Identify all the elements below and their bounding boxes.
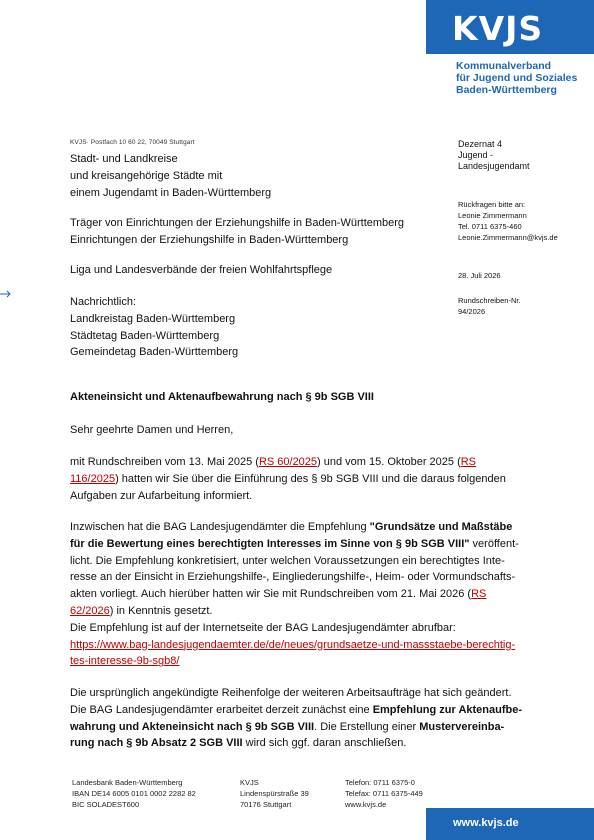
contact-email: Leonie.Zimmermann@kvjs.de [458, 233, 558, 242]
bold-text: Empfehlung zur Aktenaufbe- [372, 703, 523, 716]
text: Inzwischen hat die BAG Landesjugendämter die Empfehlung [70, 521, 370, 533]
org-line-2: für Jugend und Soziales [456, 72, 578, 84]
recipient-line: und kreisangehörige Städte mit [70, 169, 223, 182]
recipient-group-1 [70, 151, 271, 201]
rs-62-2026-link[interactable]: 62/2026 [70, 604, 110, 617]
letter-date: 28. Juli 2026 [458, 271, 501, 280]
circular-label: Rundschreiben-Nr. [458, 296, 521, 305]
circular-block [458, 295, 521, 317]
organisation-name [456, 60, 577, 96]
org-line-3: Baden-Württemberg [456, 84, 557, 96]
bold-text: "Grundsätze und Maßstäbe [369, 521, 513, 533]
salutation: Sehr geehrte Damen und Herren, [70, 424, 234, 436]
contact-block [458, 199, 558, 243]
circular-number: 94/2026 [458, 307, 486, 316]
paragraph-3 [70, 685, 540, 752]
recipient-group-2 [70, 215, 404, 249]
bold-text: wahrung und Akteneinsicht nach § 9b SGB VIII [70, 720, 315, 733]
footer-url-link[interactable]: www.kvjs.de [453, 817, 519, 829]
bold-text: für die Bewertung eines berechtigten Interesses im Sinne von § 9b SGB VIII" [70, 537, 470, 550]
cc-line: Gemeindetag Baden-Württemberg [70, 346, 239, 359]
text-line: Die Empfehlung ist auf der Internetseite der BAG Landesjugendämter abrufbar: [70, 621, 456, 634]
text: ) in Kenntnis gesetzt. [109, 604, 213, 617]
text: . Die Erstellung einer [314, 720, 420, 733]
department-sub: Jugend - [458, 150, 494, 160]
footer-line: Landesbank Baden-Württemberg [72, 778, 183, 787]
footer-contact [345, 777, 423, 810]
footer-line: Telefon: 0711 6375-0 [345, 778, 415, 787]
paragraph-1 [70, 454, 540, 504]
footer-line: KVJS [240, 778, 259, 787]
bold-text: rung nach § 9b Absatz 2 SGB VIII [70, 737, 243, 750]
fold-mark-arrow-icon [0, 288, 13, 300]
cc-block [70, 294, 238, 361]
department-sub: Landesjugendamt [458, 161, 530, 171]
text: Aufgaben zur Aufarbeitung informiert. [70, 489, 253, 502]
text: Die BAG Landesjugendämter erarbeitet derzeit zunächst eine [70, 703, 373, 716]
footer-line: BIC SOLADEST600 [72, 800, 140, 809]
contact-label: Rückfragen bitte an: [458, 200, 526, 209]
department-block [458, 139, 530, 172]
contact-name: Leonie Zimmermann [458, 211, 527, 220]
paragraph-2 [70, 519, 540, 670]
sender-line: KVJS· Postfach 10 60 22, 70049 Stuttgart [70, 139, 195, 146]
text: ) hatten wir Sie über die Einführung des § 9b SGB VIII und die daraus folgenden [115, 472, 506, 485]
footer-line: IBAN DE14 6005 0101 0002 2282 82 [72, 789, 196, 798]
recipient-line: Träger von Einrichtungen der Erziehungshilfe in Baden-Württemberg [70, 217, 405, 229]
subject-line: Akteneinsicht und Aktenaufbewahrung nach § 9b SGB VIII [70, 391, 374, 403]
text: wird sich ggf. daran anschließen. [242, 737, 407, 750]
org-line-1: Kommunalverband [456, 60, 552, 72]
rs-60-2025-link[interactable]: RS 60/2025 [258, 456, 318, 468]
text: ) und vom 15. Oktober 2025 ( [317, 456, 461, 468]
text: mit Rundschreiben vom 13. Mai 2025 ( [70, 456, 259, 468]
rs-116-2025-link[interactable]: 116/2025 [70, 472, 116, 485]
rs-62-2026-link[interactable]: RS [471, 588, 487, 601]
text: akten vorliegt. Auch hierüber hatten wir Sie mit Rundschreiben vom 21. Mai 2026 ( [70, 588, 472, 601]
recipient-line: Einrichtungen der Erziehungshilfe in Baden-Württemberg [70, 233, 349, 246]
kvjs-logo: KVJS [452, 9, 544, 48]
text-line: resse an der Einsicht in Erziehungshilfe-, Eingliederungshilfe-, Heim- oder Vormundschafts- [70, 571, 516, 584]
recipient-line: einem Jugendamt in Baden-Württemberg [70, 186, 272, 199]
department: Dezernat 4 [458, 139, 503, 149]
cc-line: Städtetag Baden-Württemberg [70, 329, 220, 342]
footer-line: Telefax: 0711 6375-449 [345, 789, 423, 798]
footer-address [240, 777, 309, 810]
recipient-line: Stadt- und Landkreise [70, 153, 178, 165]
contact-phone: Tel. 0711 6375-460 [458, 222, 522, 231]
cc-label: Nachrichtlich: [70, 296, 137, 308]
text: veröffent- [469, 537, 519, 550]
recipient-group-3: Liga und Landesverbände der freien Wohlfahrtspflege [70, 264, 333, 276]
footer-line: Lindenspürstraße 39 [240, 789, 309, 798]
bag-recommendation-link[interactable]: https://www.bag-landesjugendaemter.de/de/neues/grundsaetze-und-massstaebe-berechtig- [70, 638, 516, 651]
footer-website: www.kvjs.de [345, 800, 387, 809]
rs-116-2025-link[interactable]: RS [460, 456, 477, 468]
bold-text: Mustervereinba- [419, 720, 505, 733]
footer-line: 70176 Stuttgart [240, 800, 292, 809]
bag-recommendation-link[interactable]: tes-interesse-9b-sgb8/ [70, 655, 180, 668]
footer-bank [72, 777, 196, 810]
cc-line: Landkreistag Baden-Württemberg [70, 312, 236, 325]
text-line: Die ursprünglich angekündigte Reihenfolge der weiteren Arbeitsaufträge hat sich geändert. [70, 687, 512, 699]
text-line: licht. Die Empfehlung konkretisiert, unter welchen Voraussetzungen ein berechtigtes Inte- [70, 554, 505, 567]
